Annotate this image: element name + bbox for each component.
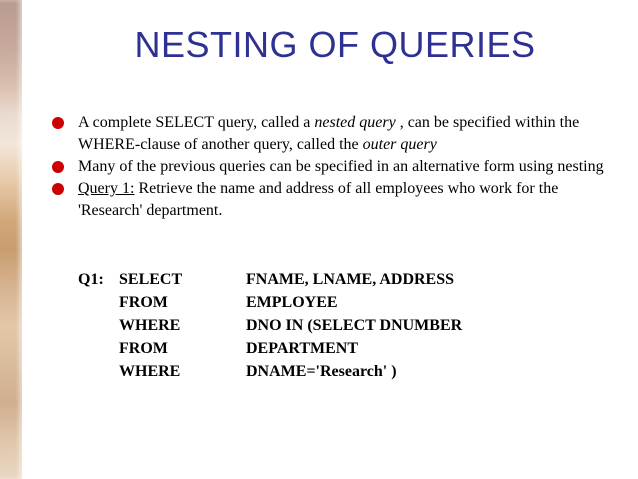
query-argument: FNAME, LNAME, ADDRESS <box>246 271 455 288</box>
bullet-emphasis: outer query <box>362 136 437 153</box>
query-keyword: WHERE <box>119 317 181 334</box>
bullet-item <box>52 112 612 156</box>
bullet-dot-icon <box>52 183 64 195</box>
query-keyword: FROM <box>119 294 168 311</box>
bullet-emphasis: nested query <box>314 114 396 131</box>
slide-title: NESTING OF QUERIES <box>134 24 536 65</box>
bullet-text: A complete SELECT query, called a <box>78 114 315 131</box>
bullet-item <box>52 156 612 178</box>
query-argument: DNAME='Research' ) <box>246 363 397 380</box>
bullet-list <box>52 112 612 222</box>
bullet-dot-icon <box>52 161 64 173</box>
bullet-text: Many of the previous queries can be specified in an alternative form using nesting <box>78 158 604 175</box>
query-link[interactable]: Query 1: <box>78 180 135 197</box>
query-keyword: WHERE <box>119 363 181 380</box>
decorative-sidebar-image <box>0 0 22 479</box>
query-label: Q1: <box>78 271 104 288</box>
bullet-text: Retrieve the name and address of all employees who work for the 'Research' department. <box>78 180 559 219</box>
query-keyword: SELECT <box>119 271 183 288</box>
bullet-item <box>52 178 612 222</box>
bullet-dot-icon <box>52 117 64 129</box>
query-argument: DEPARTMENT <box>246 340 359 357</box>
query-keyword: FROM <box>119 340 168 357</box>
bullet-text: , can be specified within the WHERE-clause of another query, called the <box>78 114 580 153</box>
query-argument: DNO IN (SELECT DNUMBER <box>246 317 463 334</box>
query-argument: EMPLOYEE <box>246 294 338 311</box>
